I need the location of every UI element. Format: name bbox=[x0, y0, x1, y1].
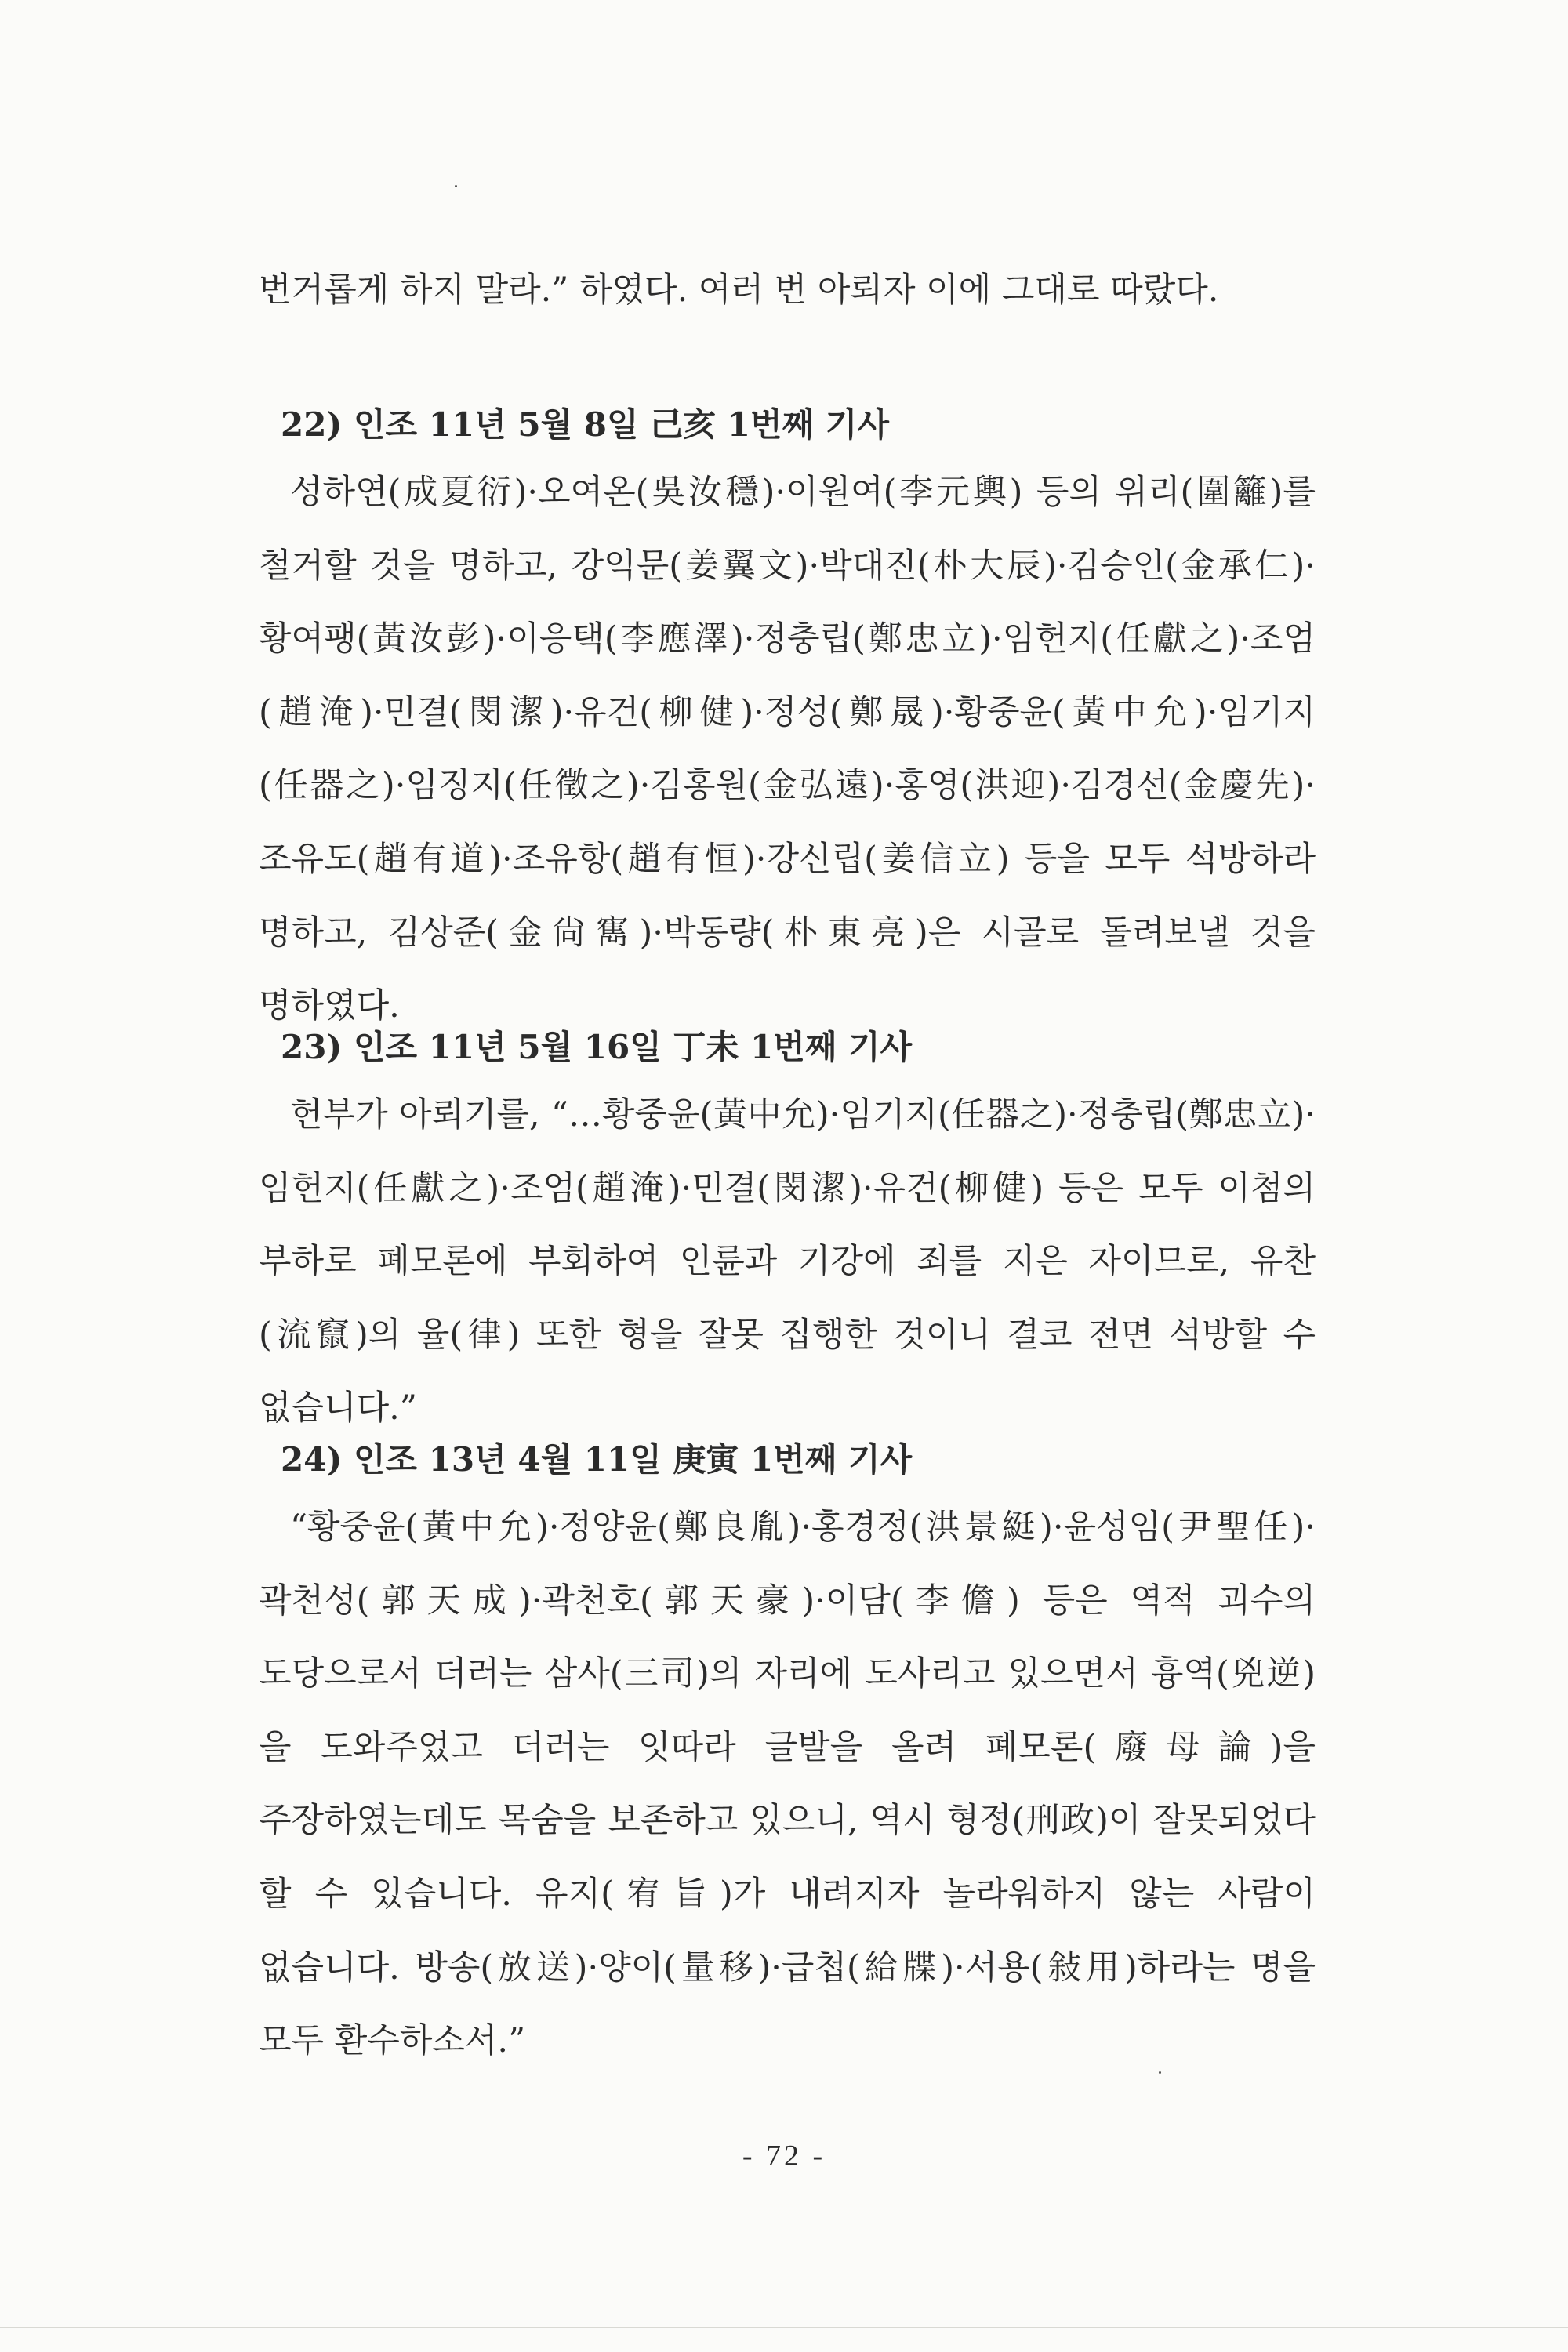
scan-speck bbox=[455, 185, 457, 187]
section-heading: 24) 인조 13년 4월 11일 庚寅 1번째 기사 bbox=[281, 1440, 913, 1479]
section-heading: 22) 인조 11년 5월 8일 己亥 1번째 기사 bbox=[281, 405, 889, 444]
section-23 bbox=[259, 1024, 1316, 1446]
section-24 bbox=[259, 1436, 1316, 2078]
section-body: 성하연(成夏衍)·오여온(吳汝穩)·이원여(李元輿) 등의 위리(圍籬)를 철거할 것을 명하고, 강익문(姜翼文)·박대진(朴大辰)·김승인(金承仁)·황여팽(黃汝彭)·이응택(李應澤)·정충립(鄭忠立)·임헌지(任獻之)·조엄(趙淹)·민결(閔潔)·유건(柳健)·정성(鄭晟)·황중윤(黃中允)·임기지(任器之)·임징지(任徵之)·김홍원(金弘遠)·홍영(洪迎)·김경선(金慶先)·조유도(趙有道)·조유항(趙有恒)·강신립(姜信立) 등을 모두 석방하라 명하고, 김상준(金尙寯)·박동량(朴東亮)은 시골로 돌려보낼 것을 명하였다. bbox=[259, 473, 1316, 1026]
continued-paragraph: 번거롭게 하지 말라.” 하였다. 여러 번 아뢰자 이에 그대로 따랐다. bbox=[259, 270, 1219, 310]
scan-edge-line bbox=[0, 2327, 1568, 2328]
section-22 bbox=[259, 401, 1316, 1044]
section-body: “황중윤(黃中允)·정양윤(鄭良胤)·홍경정(洪景綎)·윤성임(尹聖任)·곽천성(郭天成)·곽천호(郭天豪)·이담(李儋) 등은 역적 괴수의 도당으로서 더러는 삼사(三司)의 자리에 도사리고 있으면서 흉역(兇逆)을 도와주었고 더러는 잇따라 글발을 올려 폐모론(廢母論)을 주장하였는데도 목숨을 보존하고 있으니, 역시 형정(刑政)이 잘못되었다 할 수 있습니다. 유지(宥旨)가 내려지자 놀라워하지 않는 사람이 없습니다. 방송(放送)·양이(量移)·급첩(給牒)·서용(敍用)하라는 명을 모두 환수하소서.” bbox=[259, 1508, 1316, 2061]
section-body: 헌부가 아뢰기를, “…황중윤(黃中允)·임기지(任器之)·정충립(鄭忠立)·임헌지(任獻之)·조엄(趙淹)·민결(閔潔)·유건(柳健) 등은 모두 이첨의 부하로 폐모론에 부회하여 인륜과 기강에 죄를 지은 자이므로, 유찬(流竄)의 율(律) 또한 형을 잘못 집행한 것이니 결코 전면 석방할 수 없습니다.” bbox=[259, 1095, 1316, 1428]
page-number: - 72 - bbox=[742, 2140, 826, 2172]
section-heading: 23) 인조 11년 5월 16일 丁未 1번째 기사 bbox=[281, 1028, 913, 1066]
